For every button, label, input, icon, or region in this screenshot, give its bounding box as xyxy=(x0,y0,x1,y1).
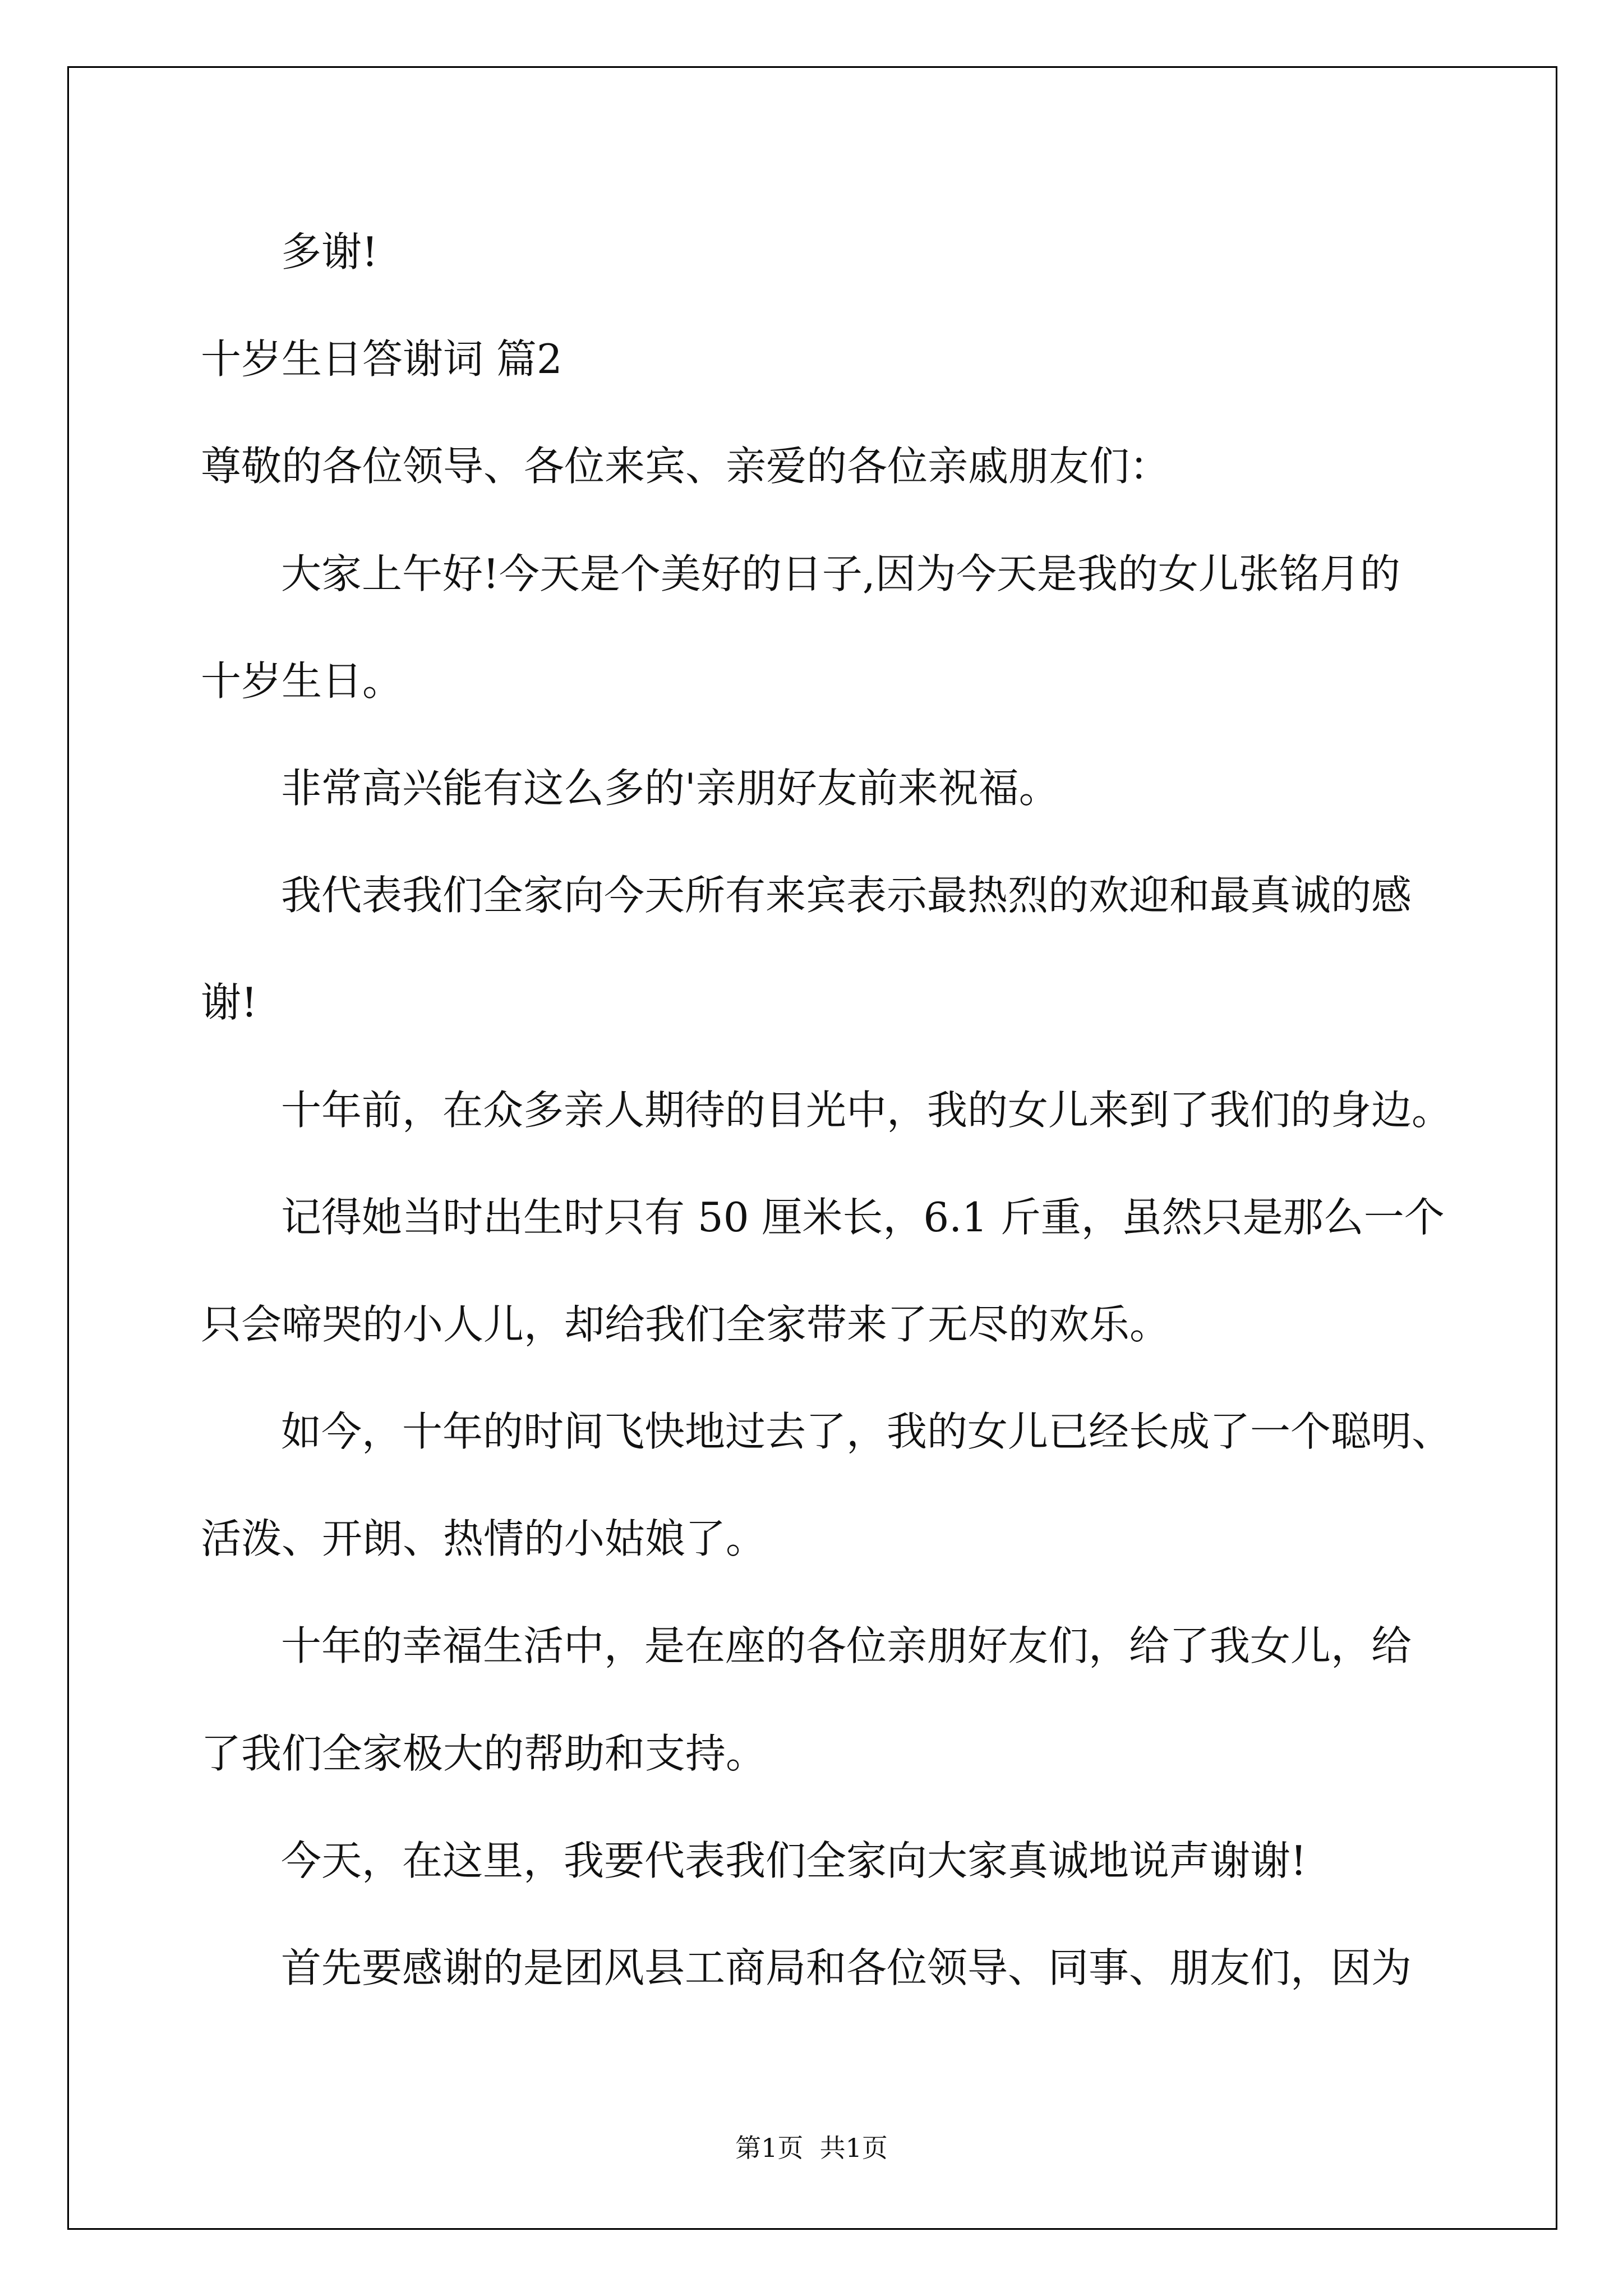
paragraph xyxy=(201,842,1536,1056)
paragraph-line: 十年的幸福生活中，是在座的各位亲朋好友们，给了我女儿，给 xyxy=(281,1622,1412,1670)
paragraph-line: 如今，十年的时间飞快地过去了，我的女儿已经长成了一个聪明、 xyxy=(281,1408,1453,1456)
paragraph-line: 只会啼哭的小人儿，却给我们全家带来了无尽的欢乐。 xyxy=(201,1300,1170,1348)
paragraph-line: 非常高兴能有这么多的'亲朋好友前来祝福。 xyxy=(281,764,1059,812)
paragraph-line: 首先要感谢的是团风县工商局和各位领导、同事、朋友们，因为 xyxy=(281,1944,1412,1991)
paragraph xyxy=(201,521,1536,735)
paragraph-line: 我代表我们全家向今天所有来宾表示最热烈的欢迎和最真诚的感 xyxy=(281,872,1412,919)
paragraph xyxy=(201,1807,1536,1915)
salutation: 尊敬的各位领导、各位来宾、亲爱的各位亲戚朋友们： xyxy=(201,443,1170,490)
paragraph-line: 活泼、开朗、热情的小姑娘了。 xyxy=(201,1515,767,1563)
paragraph-line: 了我们全家极大的帮助和支持。 xyxy=(201,1729,767,1777)
paragraph-line: 记得她当时出生时只有 50 厘米长，6.1 斤重，虽然只是那么一个 xyxy=(281,1193,1445,1241)
section-heading: 十岁生日答谢词 篇2 xyxy=(201,335,562,383)
paragraph xyxy=(201,1593,1536,1807)
paragraph-line: 大家上午好!今天是个美好的日子,因为今天是我的女儿张铭月的 xyxy=(281,550,1400,597)
intro-line: 多谢! xyxy=(281,228,378,275)
paragraph-line: 谢! xyxy=(201,979,257,1027)
page-footer: 第1页 共1页 xyxy=(735,2133,888,2163)
document-body xyxy=(201,199,1536,2022)
paragraph-line: 十岁生日。 xyxy=(201,657,403,705)
paragraph-line: 今天，在这里，我要代表我们全家向大家真诚地说声谢谢! xyxy=(281,1837,1307,1884)
paragraph xyxy=(201,1164,1536,1378)
paragraph xyxy=(201,1378,1536,1593)
paragraph xyxy=(201,1915,1536,2022)
paragraph-line: 十年前，在众多亲人期待的目光中，我的女儿来到了我们的身边。 xyxy=(281,1086,1453,1134)
paragraph xyxy=(201,735,1536,842)
paragraph xyxy=(201,1057,1536,1164)
